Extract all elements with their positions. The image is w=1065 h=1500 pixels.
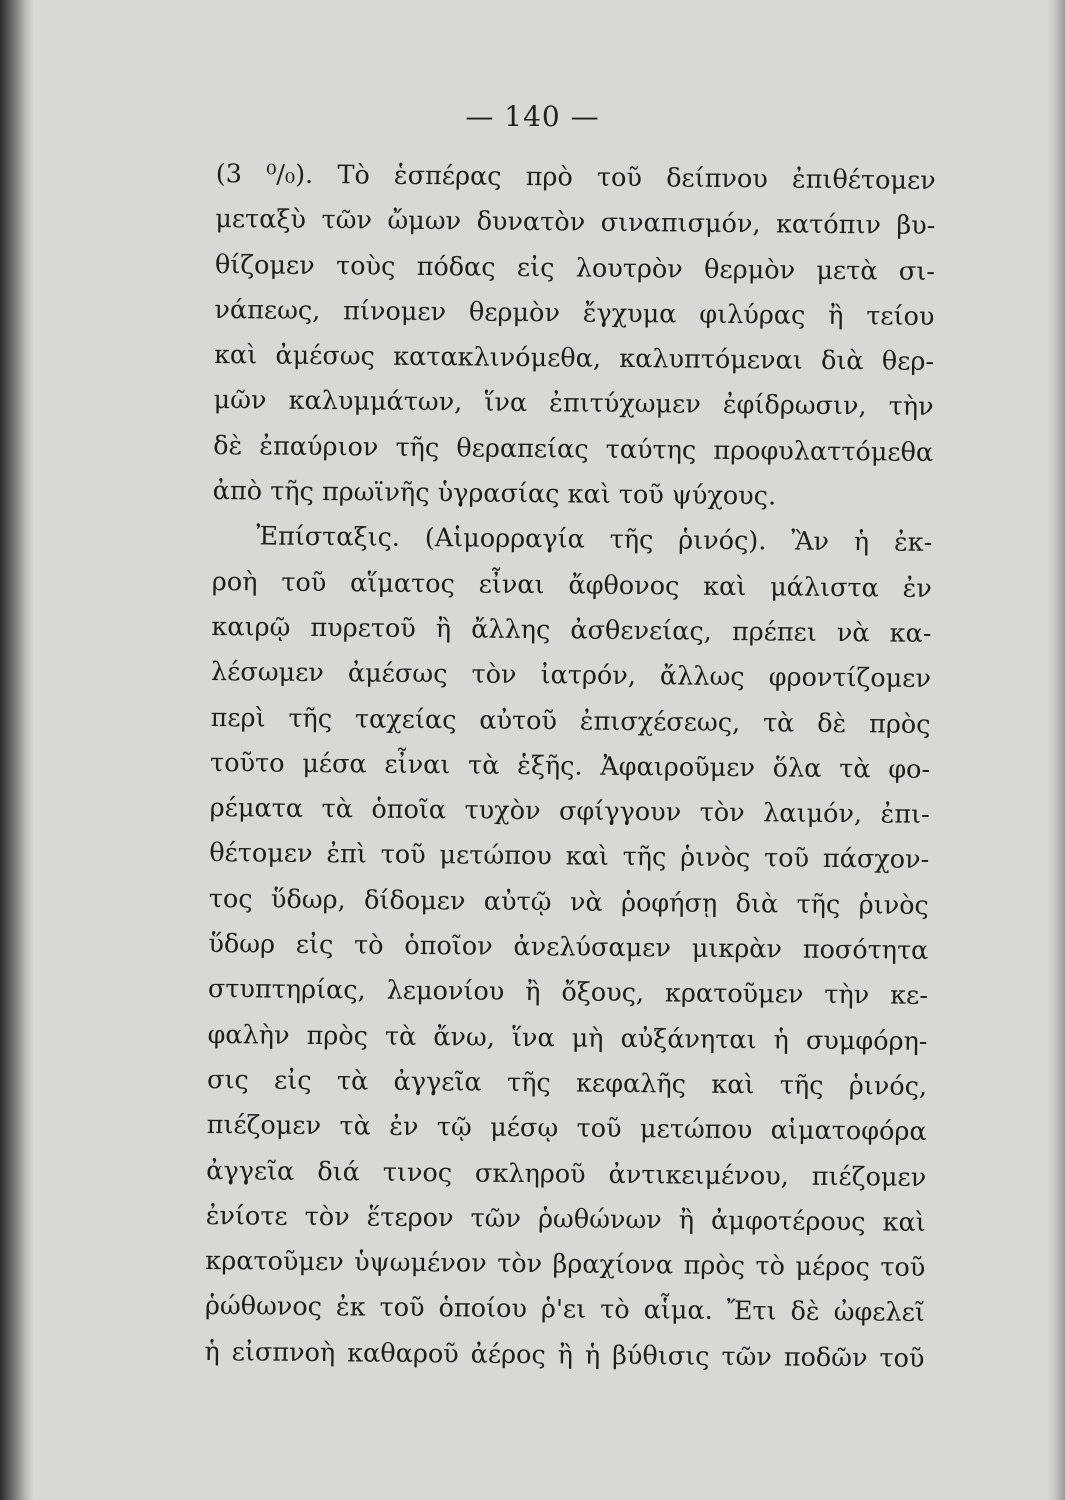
- page-edge: [1047, 0, 1065, 1500]
- text-line-26: ῥώθωνος ἐκ τοῦ ὁποίου ῥ'ει τὸ αἷμα. Ἔτι δὲ ὠφελεῖ: [204, 1291, 926, 1329]
- text-line-18: ὕδωρ εἰς τὸ ὁποῖον ἀνελύσαμεν μικρὰν ποσότητα: [208, 929, 929, 966]
- text-line-19: στυπτηρίας, λεμονίου ἢ ὄξους, κρατοῦμεν τὴν κε-: [207, 974, 929, 1012]
- text-line-5: καὶ ἀμέσως κατακλινόμεθα, καλυπτόμεναι διὰ θερ-: [213, 340, 935, 378]
- text-line-27: ἡ εἰσπνοὴ καθαροῦ ἀέρος ἢ ἡ βύθισις τῶν ποδῶν τοῦ: [204, 1336, 925, 1374]
- body-text: [204, 152, 936, 1382]
- page-number: — 140 —: [465, 100, 600, 133]
- book-binding-shadow: [0, 0, 34, 1500]
- text-line-9: Ἐπίσταξις. (Αἱμορραγία τῆς ῥινός). Ἂν ἡ ἐκ-: [256, 521, 933, 559]
- text-line-8: ἀπὸ τῆς πρωϊνῆς ὑγρασίας καὶ τοῦ ψύχους.: [212, 476, 777, 512]
- text-line-22: πιέζομεν τὰ ἐν τῷ μέσῳ τοῦ μετώπου αἱματοφόρα: [206, 1110, 927, 1148]
- text-line-13: περὶ τῆς ταχείας αὐτοῦ ἐπισχέσεως, τὰ δὲ πρὸς: [210, 702, 931, 740]
- text-line-21: σις εἰς τὰ ἀγγεῖα τῆς κεφαλῆς καὶ τῆς ῥινός,: [206, 1064, 928, 1102]
- text-line-10: ροὴ τοῦ αἵματος εἶναι ἄφθονος καὶ μάλιστα ἐν: [211, 566, 932, 604]
- text-line-6: μῶν καλυμμάτων, ἵνα ἐπιτύχωμεν ἐφίδρωσιν, τὴν: [213, 385, 934, 423]
- text-line-25: κρατοῦμεν ὑψωμένον τὸν βραχίονα πρὸς τὸ μέρος τοῦ: [205, 1246, 926, 1283]
- text-line-11: καιρῷ πυρετοῦ ἢ ἄλλης ἀσθενείας, πρέπει νὰ κα-: [211, 611, 932, 649]
- text-line-12: λέσωμεν ἀμέσως τὸν ἰατρόν, ἄλλως φροντίζομεν: [210, 657, 932, 695]
- text-line-14: τοῦτο μέσα εἶναι τὰ ἑξῆς. Ἀφαιροῦμεν ὅλα τὰ φο-: [209, 747, 931, 785]
- text-line-17: τος ὕδωρ, δίδομεν αὐτῷ νὰ ῥοφήσῃ διὰ τῆς ῥινὸς: [208, 883, 929, 921]
- text-line-2: μεταξὺ τῶν ὤμων δυνατὸν σιναπισμόν, κατόπιν βυ-: [215, 204, 936, 242]
- text-line-4: νάπεως, πίνομεν θερμὸν ἔγχυμα φιλύρας ἢ τείου: [214, 294, 935, 332]
- text-line-20: φαλὴν πρὸς τὰ ἄνω, ἵνα μὴ αὐξάνηται ἡ συμφόρη-: [207, 1019, 928, 1057]
- text-line-1: (3 ⁰/₀). Τὸ ἑσπέρας πρὸ τοῦ δείπνου ἐπιθέτομεν: [215, 158, 936, 196]
- text-line-3: θίζομεν τοὺς πόδας εἰς λουτρὸν θερμὸν μετὰ σι-: [214, 249, 936, 287]
- text-line-7: δὲ ἐπαύριον τῆς θεραπείας ταύτης προφυλαττόμεθα: [213, 430, 934, 468]
- text-line-15: ρέματα τὰ ὁποῖα τυχὸν σφίγγουν τὸν λαιμόν, ἐπι-: [209, 793, 930, 831]
- text-line-24: ἐνίοτε τὸν ἕτερον τῶν ῥωθώνων ἢ ἀμφοτέρους καὶ: [205, 1200, 926, 1238]
- text-line-23: ἀγγεῖα διά τινος σκληροῦ ἀντικειμένου, πιέζομεν: [206, 1155, 927, 1193]
- text-line-16: θέτομεν ἐπὶ τοῦ μετώπου καὶ τῆς ῥινὸς τοῦ πάσχον-: [209, 838, 930, 876]
